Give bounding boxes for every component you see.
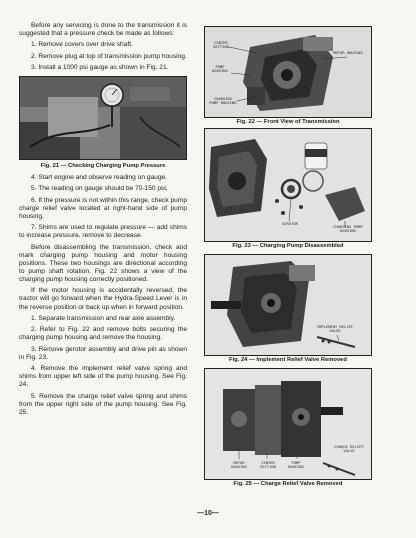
left-column: [19, 22, 187, 420]
paragraph: 5. The reading on gauge should be 70-150 psi.: [31, 185, 168, 193]
fig22: [204, 26, 372, 129]
fig25-caption: Fig. 25 — Charge Relief Valve Removed: [233, 481, 343, 487]
fig22-callout-pump-housing: PUMP HOUSING: [212, 65, 228, 73]
fig21-caption: Fig. 21 — Checking Charging Pump Pressure: [40, 162, 166, 169]
fig22-callout-motor-housing: MOTOR HOUSING: [333, 51, 363, 55]
fig23-callout-charging-pump-housing: CHARGING PUMP HOUSING: [333, 225, 363, 233]
fig24: [204, 254, 372, 367]
paragraph: 2. Remove plug at top of transmission pump housing.: [31, 52, 187, 60]
fig25-callout-motor-housing: MOTOR HOUSING: [231, 461, 247, 469]
fig23-caption: Fig. 23 — Charging Pump Disassembled: [232, 243, 344, 249]
fig24-illustration: [205, 255, 371, 355]
fig24-photo: [204, 254, 372, 356]
paragraph: Before any servicing is done to the transmission it is suggested that a pressure check be made as follows:: [19, 22, 187, 38]
page-number: —10—: [197, 510, 219, 517]
fig25-photo: [204, 368, 372, 480]
fig22-photo: [204, 26, 372, 118]
fig22-callout-center-section: CENTER SECTION: [213, 41, 229, 49]
fig21-illustration: [20, 77, 186, 159]
fig25-callout-pump-housing: PUMP HOUSING: [288, 461, 304, 469]
paragraph: 4. Start engine and observe reading on gauge.: [31, 173, 168, 181]
paragraph: 1. Separate transmission and rear axle assembly.: [31, 314, 176, 322]
fig25-callout-center-section: CENTER SECTION: [260, 461, 276, 469]
paragraph: 1. Remove covers over drive shaft.: [31, 41, 133, 49]
fig23-photo: [204, 128, 372, 242]
paragraph: Before disassembling the transmission, check and mark charging pump housing and motor housing positions. These two housings are directional according to pump shaft rotation. Fig. 22 shows a view of the charging pump housing correctly positioned.: [19, 243, 187, 283]
fig24-callout-implement-relief-valve: IMPLEMENT RELIEF VALVE: [316, 325, 354, 333]
paragraph: 4. Remove the implement relief valve spring and shims from upper left side of the pump housing. See Fig. 24.: [19, 365, 187, 389]
fig25-callout-charge-relief-valve: CHARGE RELIEF VALVE: [334, 445, 364, 453]
paragraph: 5. Remove the charge relief valve spring and shims from the upper right side of the pump housing. See Fig. 25.: [19, 392, 187, 417]
paragraph: If the motor housing is accidentally reversed, the tractor will go forward when the Hydra-Speed Lever is in the reverse position or back up when in forward position.: [19, 287, 187, 311]
fig23: [204, 128, 372, 253]
fig22-callout-charging-pump-housing: CHARGING PUMP HOUSING: [209, 97, 237, 105]
fig23-callout-gerotor: GEROTOR: [282, 222, 298, 226]
fig21-photo: [19, 76, 187, 160]
paragraph: 6. If the pressure is not within this range, check pump charge relief valve located at right-hand side of pump housing.: [19, 196, 187, 220]
paragraph: 7. Shims are used to regulate pressure — add shims to increase pressure, remove to decrease.: [19, 224, 187, 240]
fig24-caption: Fig. 24 — Implement Relief Valve Removed: [229, 357, 347, 363]
paragraph: 3. Install a 1000 psi gauge as shown in Fig. 21.: [31, 64, 169, 72]
paragraph: 2. Refer to Fig. 22 and remove bolts securing the charging pump housing and remove the housing.: [19, 326, 187, 342]
fig25: [204, 368, 372, 491]
paragraph: 3. Remove gerotor assembly and drive pin as shown in Fig. 23.: [19, 345, 187, 361]
fig22-caption: Fig. 22 — Front View of Transmission: [236, 119, 340, 125]
